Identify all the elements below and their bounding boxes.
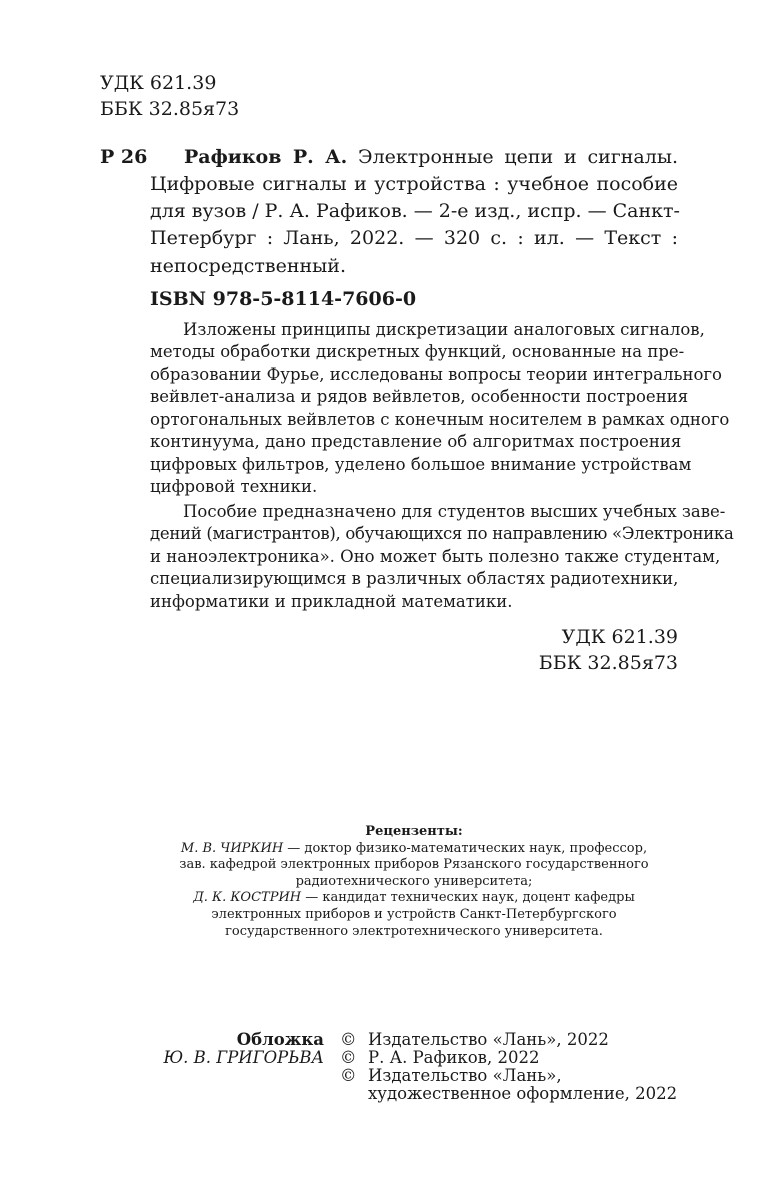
abstract-line: и наноэлектроника». Оно может быть полезно также студентам,: [150, 547, 721, 566]
abstract-line: дений (магистрантов), обучающихся по направлению «Электроника: [150, 524, 734, 543]
copyright-line: художественное оформление, 2022: [368, 1084, 678, 1103]
abstract-line: континуума, дано представление об алгоритмах построения: [150, 432, 682, 451]
bib-title: Электронные цепи и сигналы.: [358, 146, 678, 168]
reviewer-2-name: Д. К. КОСТРИН: [193, 890, 302, 906]
copyright-line: Издательство «Лань», 2022: [368, 1030, 609, 1049]
copyright-symbol: ©: [340, 1030, 357, 1049]
reviewer-1-text: — доктор физико-математических наук, профессор,: [283, 840, 648, 856]
reviewer-1-text: радиотехнического университета;: [295, 873, 533, 889]
abstract-line: методы обработки дискретных функций, основанные на пре-: [150, 342, 685, 361]
reviewer-2-text: электронных приборов и устройств Санкт-Петербургского: [211, 906, 617, 922]
bib-author: Рафиков Р. А.: [184, 146, 348, 168]
reviewers: [150, 824, 678, 940]
abstract-line: образовании Фурье, исследованы вопросы теории интегрального: [150, 365, 722, 384]
reviewer-1-text: зав. кафедрой электронных приборов Рязанского государственного: [179, 857, 649, 873]
author-mark: Р 26: [100, 146, 148, 168]
abstract-line: вейвлет-анализа и рядов вейвлетов, особенности построения: [150, 387, 689, 406]
udk-bottom: УДК 621.39: [561, 626, 678, 648]
abstract-line: цифровой техники.: [150, 477, 318, 496]
bib-line: Цифровые сигналы и устройства : учебное пособие: [150, 173, 678, 195]
bib-line: непосредственный.: [150, 255, 347, 277]
reviewers-title: Рецензенты:: [365, 824, 463, 839]
udk-top: УДК 621.39: [100, 72, 217, 94]
abstract-line: информатики и прикладной математики.: [150, 592, 513, 611]
bib-line: для вузов / Р. А. Рафиков. — 2-е изд., испр. — Санкт-: [150, 200, 680, 222]
reviewer-1-name: М. В. ЧИРКИН: [180, 840, 284, 856]
reviewer-2-text: — кандидат технических наук, доцент кафедры: [301, 890, 635, 906]
abstract-line: Изложены принципы дискретизации аналоговых сигналов,: [183, 320, 705, 339]
reviewer-2: [150, 890, 678, 907]
reviewer-2-text: государственного электротехнического университета.: [225, 923, 603, 939]
bib-line: Петербург : Лань, 2022. — 320 с. : ил. — Текст :: [150, 227, 678, 249]
copyright-symbol: ©: [340, 1048, 357, 1067]
bib-line-1: [184, 146, 678, 168]
bbk-top: ББК 32.85я73: [100, 98, 240, 120]
copyright-line: Издательство «Лань»,: [368, 1066, 562, 1085]
cover-label: Обложка: [236, 1030, 324, 1049]
copyright-symbol: ©: [340, 1066, 357, 1085]
cover-artist: Ю. В. ГРИГОРЬВА: [163, 1048, 324, 1067]
copyright-line: Р. А. Рафиков, 2022: [368, 1048, 540, 1067]
isbn: ISBN 978-5-8114-7606-0: [150, 288, 417, 310]
abstract-line: Пособие предназначено для студентов высших учебных заве-: [183, 502, 726, 521]
abstract-line: специализирующимся в различных областях радиотехники,: [150, 569, 679, 588]
reviewer-1: [150, 841, 678, 858]
bbk-bottom: ББК 32.85я73: [538, 652, 678, 674]
abstract-line: ортогональных вейвлетов с конечным носителем в рамках одного: [150, 410, 730, 429]
abstract-line: цифровых фильтров, уделено большое внимание устройствам: [150, 455, 692, 474]
